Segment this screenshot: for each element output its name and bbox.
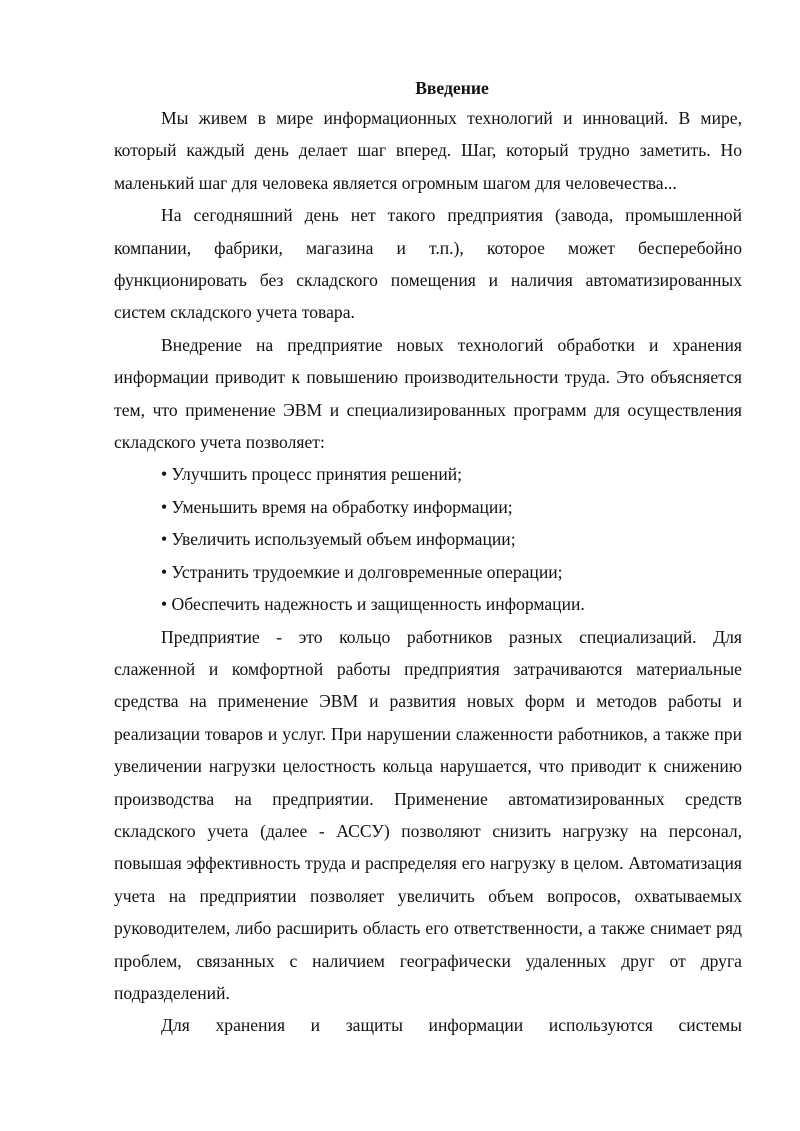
list-item: • Устранить трудоемкие и долговременные операции; (161, 561, 563, 582)
paragraph-intro: Мы живем в мире информационных технологий и инноваций. В мире, который каждый день делает шаг вперед. Шаг, который трудно заметить. Но маленький шаг для человека является огромным шагом для человечества... (114, 108, 742, 193)
page-content (114, 74, 742, 1042)
paragraph-enterprises: На сегодняшний день нет такого предприятия (завода, промышленной компании, фабрики, магазина и т.п.), которое может бесперебойно функционировать без складского помещения и наличия автоматизированных систем складского учета товара. (114, 205, 742, 323)
list-item: • Обеспечить надежность и защищенность информации. (161, 594, 585, 615)
list-item: • Уменьшить время на обработку информации; (161, 496, 513, 517)
paragraph-enterprise-ring: Предприятие - это кольцо работников разных специализаций. Для слаженной и комфортной работы предприятия затрачиваются материальные средства на применение ЭВМ и развития новых форм и методов работы и реализации товаров и услуг. При нарушении слаженности работников, а также при увеличении нагрузки целостность кольца нарушается, что приводит к снижению производства на предприятии. Применение автоматизированных средств складского учета (далее - АССУ) позволяют снизить нагрузку на персонал, повышая эффективность труда и распределяя его нагрузку в целом. Автоматизация учета на предприятии позволяет увеличить объем вопросов, охватываемых руководителем, либо расширить область его ответственности, а также снимает ряд проблем, связанных с наличием географически удаленных друг от друга подразделений. (114, 626, 742, 1003)
list-item: • Улучшить процесс принятия решений; (161, 464, 463, 485)
paragraph-implementation: Внедрение на предприятие новых технологий обработки и хранения информации приводит к повышению производительности труда. Это объясняется тем, что применение ЭВМ и специализированных программ для осуществления складского учета позволяет: (114, 334, 742, 453)
benefits-list (114, 458, 742, 620)
list-item: • Увеличить используемый объем информации; (161, 529, 516, 550)
paragraph-storage: Для хранения и защиты информации используются системы (161, 1015, 742, 1036)
document-title: Введение (415, 78, 489, 98)
